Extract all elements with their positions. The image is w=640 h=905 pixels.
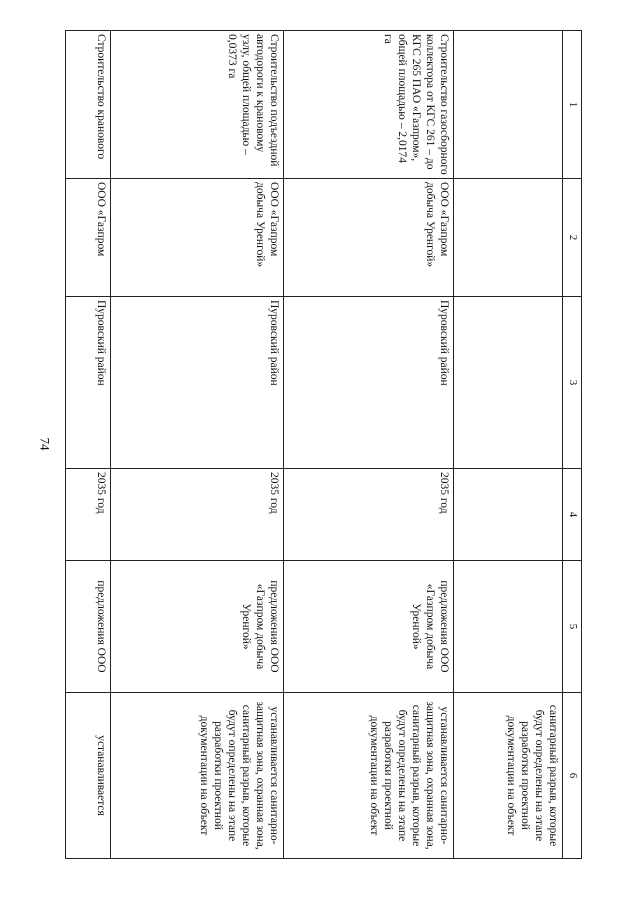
cell-zone: устанавливается	[66, 693, 111, 859]
cell-owner: ООО «Газпром	[66, 179, 111, 297]
planning-table	[65, 30, 582, 859]
cell-object	[454, 31, 563, 179]
cell-owner: ООО «Газпром добыча Уренгой»	[284, 179, 454, 297]
cell-district: Пуровский район	[111, 297, 284, 469]
cell-object: Строительство подъездной автодороги к крановому узлу, общей площадью – 0,0373 га	[111, 31, 284, 179]
cell-object: Строительство кранового	[66, 31, 111, 179]
col-number-2: 2	[563, 179, 582, 297]
cell-object: Строительство газосборного коллектора от КГС 261 – до КГС 265 ПАО «Газпром», общей площадью – 2,0174 га	[284, 31, 454, 179]
table-row	[454, 31, 563, 859]
column-number-row	[563, 31, 582, 859]
cell-year: 2035 год	[66, 469, 111, 561]
cell-year	[454, 469, 563, 561]
cell-district: Пуровский район	[284, 297, 454, 469]
col-number-5: 5	[563, 561, 582, 693]
col-number-4: 4	[563, 469, 582, 561]
cell-year: 2035 год	[111, 469, 284, 561]
cell-basis: предложения ООО «Газпром добыча Уренгой»	[284, 561, 454, 693]
cell-basis	[454, 561, 563, 693]
col-number-6: 6	[563, 693, 582, 859]
table-row	[284, 31, 454, 859]
cell-basis: предложения ООО «Газпром добыча Уренгой»	[111, 561, 284, 693]
col-number-1: 1	[563, 31, 582, 179]
cell-district: Пуровский район	[66, 297, 111, 469]
cell-zone: устанавливается санитарно-защитная зона, охранная зона, санитарный разрыв, которые будут определены на этапе разработки проектной документации на объект	[284, 693, 454, 859]
cell-district	[454, 297, 563, 469]
cell-zone: санитарный разрыв, которые будут определены на этапе разработки проектной документации на объект	[454, 693, 563, 859]
cell-zone: устанавливается санитарно-защитная зона, охранная зона, санитарный разрыв, которые будут определены на этапе разработки проектной документации на объект	[111, 693, 284, 859]
cell-year: 2035 год	[284, 469, 454, 561]
cell-basis: предложения ООО	[66, 561, 111, 693]
table-row	[66, 31, 111, 859]
page-number: 74	[37, 437, 53, 451]
document-page	[62, 30, 582, 858]
cell-owner	[454, 179, 563, 297]
cell-owner: ООО «Газпром добыча Уренгой»	[111, 179, 284, 297]
table-row	[111, 31, 284, 859]
col-number-3: 3	[563, 297, 582, 469]
